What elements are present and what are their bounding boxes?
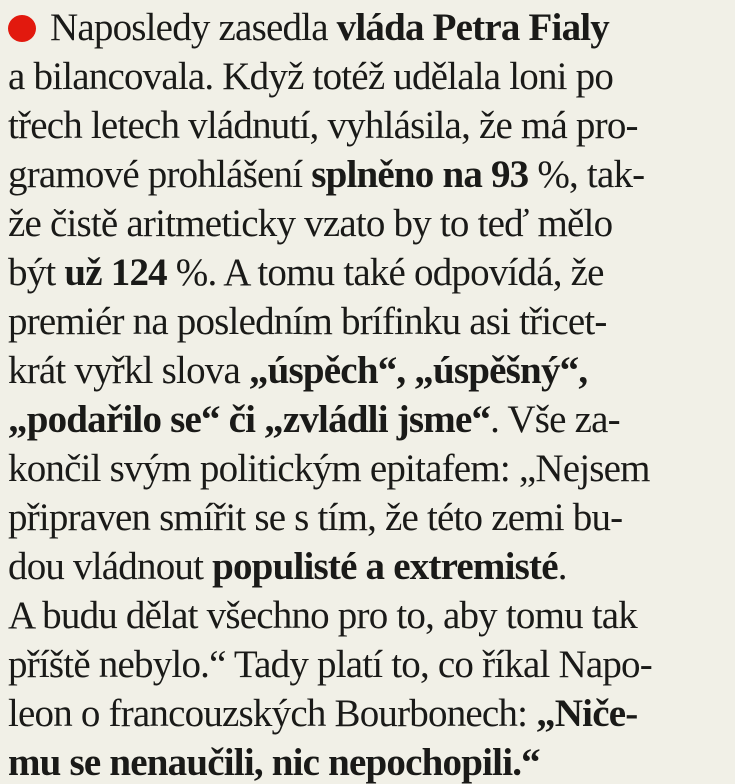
line-text: . Vše za- <box>490 398 620 441</box>
text-line <box>8 52 729 101</box>
line-text: Naposledy zasedla <box>50 6 337 49</box>
text-line <box>8 346 729 395</box>
line-text-bold: vláda Petra Fialy <box>336 6 610 49</box>
line-text-bold: splněno na 93 <box>311 153 529 196</box>
text-line <box>8 689 729 738</box>
text-line <box>8 248 729 297</box>
line-text-bold: mu se nenaučili, nic nepochopili.“ <box>8 741 540 784</box>
line-text-bold: „úspěch“, „úspěšný“, <box>248 349 588 392</box>
line-text: být <box>8 251 65 294</box>
text-line <box>8 591 729 640</box>
line-text-bold: populisté a extremisté <box>212 545 558 588</box>
text-line <box>8 3 729 52</box>
line-text: . <box>557 545 567 588</box>
text-line <box>8 297 729 346</box>
line-text-bold: už 124 <box>64 251 167 294</box>
line-text: leon o francouzských Bourbonech: <box>8 692 537 735</box>
text-line <box>8 738 729 784</box>
line-text: a bilancovala. Když totéž udělala loni po <box>8 55 614 98</box>
text-line <box>8 493 729 542</box>
line-text-bold: „podařilo se“ či „zvládli jsme“ <box>8 398 491 441</box>
line-text: premiér na posledním brífinku asi třicet- <box>8 300 607 343</box>
line-text: končil svým politickým epitafem: „Nejsem <box>8 447 650 490</box>
text-line <box>8 199 729 248</box>
text-line <box>8 444 729 493</box>
line-text: třech letech vládnutí, vyhlásila, že má pro- <box>8 104 638 147</box>
line-text: A budu dělat všechno pro to, aby tomu tak <box>8 594 638 637</box>
line-text: krát vyřkl slova <box>8 349 249 392</box>
line-text: dou vládnout <box>8 545 213 588</box>
text-line <box>8 150 729 199</box>
text-line <box>8 395 729 444</box>
line-text: příště nebylo.“ Tady platí to, co říkal Napo- <box>8 643 652 686</box>
line-text: že čistě aritmeticky vzato by to teď mělo <box>8 202 613 245</box>
line-text: %. A tomu také odpovídá, že <box>166 251 604 294</box>
text-line <box>8 101 729 150</box>
text-line <box>8 640 729 689</box>
line-text-bold: „Niče- <box>536 692 638 735</box>
text-line <box>8 542 729 591</box>
line-text: připraven smířit se s tím, že této zemi bu- <box>8 496 623 539</box>
bullet-icon <box>8 15 36 42</box>
line-text: %, tak- <box>528 153 645 196</box>
line-text: gramové prohlášení <box>8 153 312 196</box>
